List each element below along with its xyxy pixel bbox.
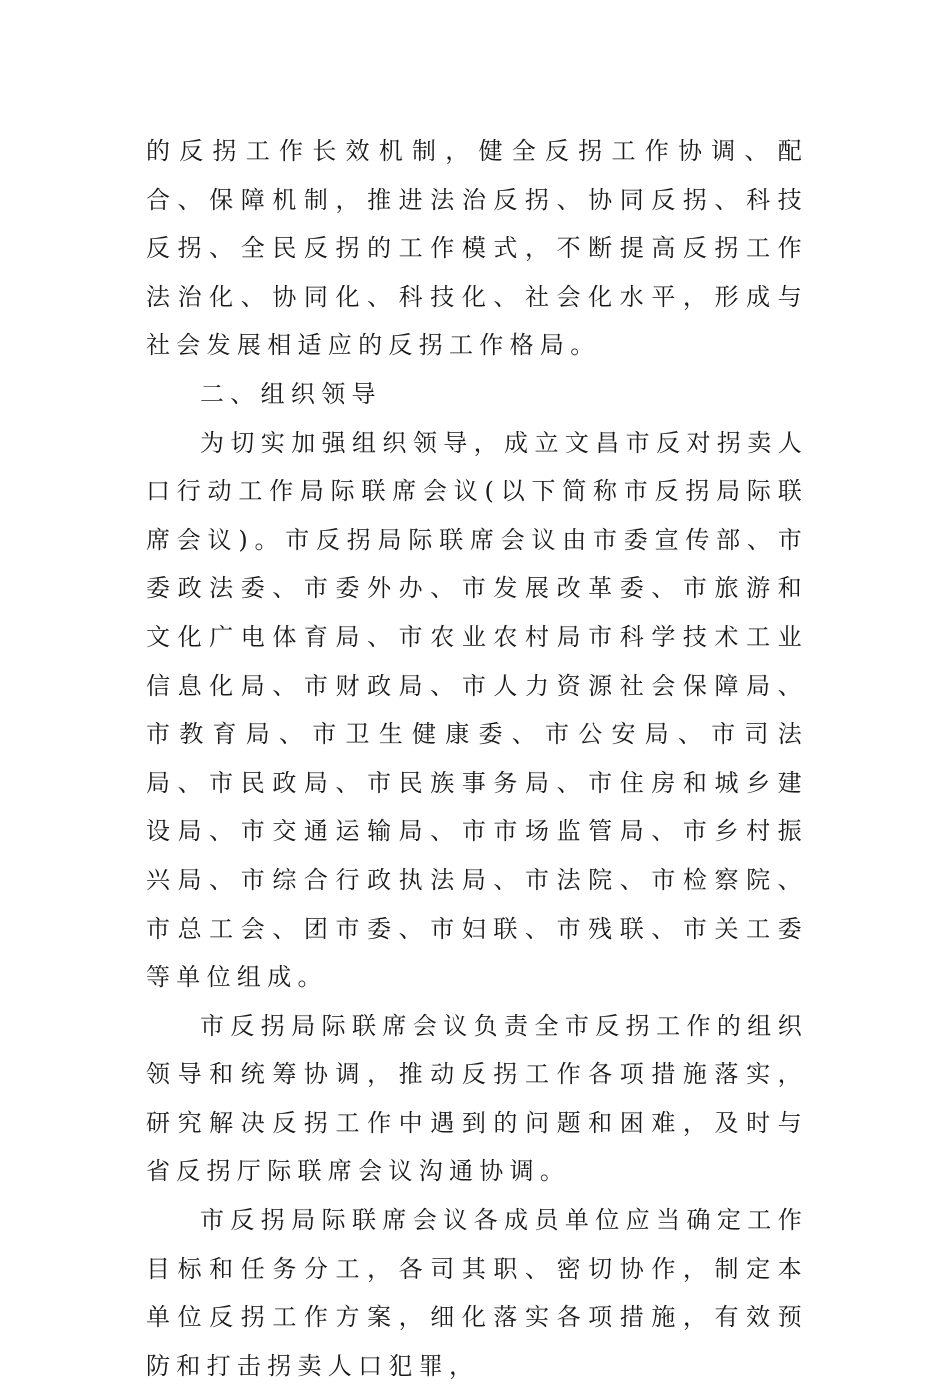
paragraph-joint-meeting-responsibilities: 市反拐局际联席会议负责全市反拐工作的组织领导和统筹协调，推动反拐工作各项措施落实，研究解决反拐工作中遇到的问题和困难，及时与省反拐厅际联席会议沟通协调。 <box>146 1011 808 1186</box>
paragraph-member-unit-duties: 市反拐局际联席会议各成员单位应当确定工作目标和任务分工，各司其职、密切协作，制定本单位反拐工作方案，细化落实各项措施，有效预防和打击拐卖人口犯罪， <box>146 1206 808 1380</box>
section-heading-organization-leadership: 二、组织领导 <box>200 379 382 408</box>
paragraph-joint-meeting-composition: 为切实加强组织领导，成立文昌市反对拐卖人口行动工作局际联席会议(以下简称市反拐局际联席会议)。市反拐局际联席会议由市委宣传部、市委政法委、市委外办、市发展改革委、市旅游和文化广电体育局、市农业农村局市科学技术工业信息化局、市财政局、市人力资源社会保障局、市教育局、市卫生健康委、市公安局、市司法局、市民政局、市民族事务局、市住房和城乡建设局、市交通运输局、市市场监管局、市乡村振兴局、市综合行政执法局、市法院、市检察院、市总工会、团市委、市妇联、市残联、市关工委等单位组成。 <box>146 428 808 992</box>
document-body <box>146 127 808 1390</box>
paragraph-mechanism-continuation: 的反拐工作长效机制，健全反拐工作协调、配合、保障机制，推进法治反拐、协同反拐、科技反拐、全民反拐的工作模式，不断提高反拐工作法治化、协同化、科技化、社会化水平，形成与社会发展相适应的反拐工作格局。 <box>146 137 808 360</box>
